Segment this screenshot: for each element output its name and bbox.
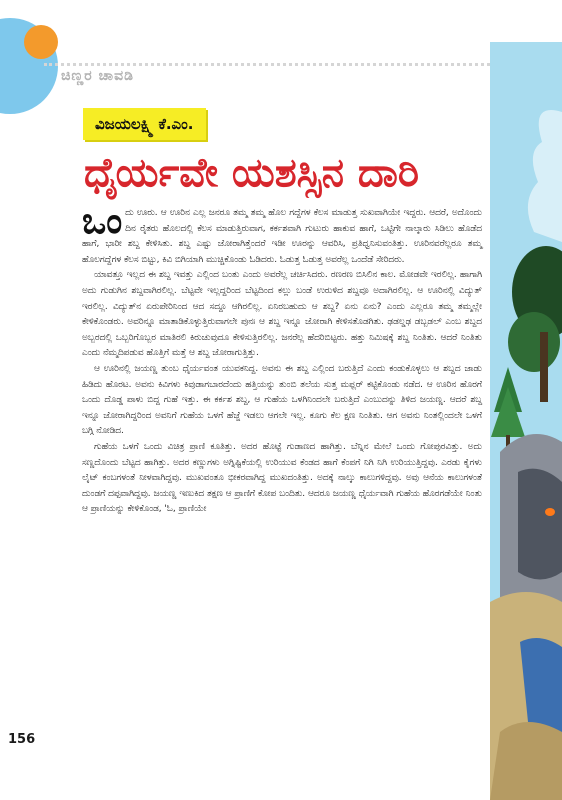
- page-number: 156: [8, 732, 36, 747]
- creature-eye-icon: [545, 508, 555, 516]
- paragraph-text: ದು ಊರು. ಆ ಊರಿನ ಎಲ್ಲ ಜನರೂ ತಮ್ಮ ತಮ್ಮ ಹೊಲ ಗದ್ದೆಗಳ ಕೆಲಸ ಮಾಡುತ್ತ ಸುಖವಾಗಿಯೇ ಇದ್ದರು. ಆದರೆ, ಅದೊಂದು ದಿನ ರೈತರು ಹೊಲದಲ್ಲಿ ಕೆಲಸ ಮಾಡುತ್ತಿರುವಾಗ, ಕರ್ಕಶವಾಗಿ ಗುಟುರು ಹಾಕುವ ಹಾಗೆ, ಒಟ್ಟಿಗೇ ನಾಲ್ಕಾರು ಸಿಡಿಲು ಹೊಡೆದ ಹಾಗೆ, ಭಾರೀ ಶಬ್ದ ಕೇಳಿಸಿತು. ಶಬ್ದ ಎಷ್ಟು ಜೋರಾಗಿತ್ತೆಂದರೆ ಇಡೀ ಊರನ್ನು ಆವರಿಸಿ, ಪ್ರತಿಧ್ವನಿಸುವಂತಿತ್ತು. ಊರಿನವರೆಲ್ಲರೂ ತಮ್ಮ ಹೊಲಗದ್ದೆಗಳ ಕೆಲಸ ಬಿಟ್ಟು, ಕಿವಿ ಬಿಗಿಯಾಗಿ ಮುಚ್ಚಿಕೊಂಡು ಓಡಿದರು. ಓಡುತ್ತ ಓಡುತ್ತ ಅವರೆಲ್ಲ ಒಂದೆಡೆ ಸೇರಿದರು.: [82, 208, 482, 265]
- author-label: ವಿಜಯಲಕ್ಷ್ಮಿ ಕೆ.ಎಂ.: [83, 108, 206, 140]
- foreground-rock: [490, 722, 562, 800]
- paragraph: [82, 201, 482, 268]
- section-label: ಚಿಣ್ಣರ ಚಾವಡಿ: [61, 68, 134, 84]
- corner-orange-blob: [24, 25, 58, 59]
- paragraph: ಗುಹೆಯ ಒಳಗೆ ಒಂದು ವಿಚಿತ್ರ ಪ್ರಾಣಿ ಕೂತಿತ್ತು. ಅದರ ಹೊಟ್ಟೆ ಗುಡಾಣದ ಹಾಗಿತ್ತು. ಬೆನ್ನಿನ ಮೇಲೆ ಒಂದು ಗೋಪುರವಿತ್ತು. ಅದು ಸಣ್ಣದೊಂದು ಬೆಟ್ಟದ ಹಾಗಿತ್ತು. ಅದರ ಕಣ್ಣುಗಳು ಅಗ್ನಿಷ್ಟಿಕೆಯಲ್ಲಿ ಉರಿಯುವ ಕೆಂಡದ ಹಾಗೆ ಕೆಂಪಗೆ ನಿಗಿ ನಿಗಿ ಉರಿಯುತ್ತಿದ್ದವು. ಎರಡು ಕೈಗಳು ಲೈಟ್ ಕಂಬಗಳಂತೆ ನೀಳವಾಗಿದ್ದವು. ಮುಖವಂತೂ ಭೀಕರವಾಗಿದ್ದ ಮುಖದಂತಿತ್ತು. ಅದಕ್ಕೆ ನಾಲ್ಕು ಕಾಲುಗಳಿದ್ದವು. ಅವು ಆನೆಯ ಕಾಲುಗಳಂತೆ ದುಂಡಗೆ ದಪ್ಪವಾಗಿದ್ದವು. ಜಯಣ್ಣ ಇಣುಕಿದ ತಕ್ಷಣ ಆ ಪ್ರಾಣಿಗೆ ಕೋಪ ಬಂದಿತು. ಆದರೂ ಜಯಣ್ಣ ಧೈರ್ಯವಾಗಿ ಗುಹೆಯ ಹೊರಗಡೆಯೇ ನಿಂತು ಆ ಪ್ರಾಣಿಯನ್ನು ಕೇಳಿಕೊಂಡ, 'ಓ, ಪ್ರಾಣಿಯೇ: [82, 441, 482, 515]
- tree-crown: [508, 312, 560, 372]
- paragraph: ಯಾವತ್ತೂ ಇಲ್ಲದ ಈ ಶಬ್ದ ಇವತ್ತು ಎಲ್ಲಿಂದ ಬಂತು ಎಂದು ಅವರೆಲ್ಲ ಚರ್ಚಿಸಿದರು. ರಣರಣ ಬಿಸಿಲಿನ ಕಾಲ. ಮೋಡವೇ ಇರಲಿಲ್ಲ. ಹಾಗಾಗಿ ಅದು ಗುಡುಗಿನ ಶಬ್ದವಾಗಿರಲಿಲ್ಲ. ಬೆಟ್ಟವೇ ಇಲ್ಲದ್ದರಿಂದ ಬೆಟ್ಟದಿಂದ ಕಲ್ಲು ಬಂಡೆ ಉರುಳಿದ ಶಬ್ದವೂ ಅದಾಗಿರಲಿಲ್ಲ. ಆ ಊರಿನಲ್ಲಿ ವಿದ್ಯುತ್ ಇರಲಿಲ್ಲ. ವಿದ್ಯುತ್‌ನ ಏರುಪೇರಿನಿಂದ ಆದ ಸದ್ದೂ ಆಗಿರಲಿಲ್ಲ. ಏನಿರಬಹುದು ಆ ಶಬ್ದ? ಏನು ಏನು? ಎಂದು ಎಲ್ಲರೂ ತಮ್ಮ ತಮ್ಮಲ್ಲೇ ಕೇಳಿಕೊಂಡರು. ಅವರಿನ್ನೂ ಮಾತಾಡಿಕೊಳ್ಳುತ್ತಿರುವಾಗಲೇ ಪುನಃ ಆ ಶಬ್ದ ಇನ್ನೂ ಜೋರಾಗಿ ಕೇಳಿಸತೊಡಗಿತು. ಢಡಲ್ಡಢ ಡಬ್ಬಡಲ್ ಎಂಬ ಶಬ್ದದ ಅಬ್ಬರದಲ್ಲಿ ಒಬ್ಬರಿಗೊಬ್ಬರ ಮಾತಿರಲಿ ಕಿರುಚುವುದೂ ಕೇಳಿಸುತ್ತಿರಲಿಲ್ಲ. ಜನರೆಲ್ಲ ಹೆದರಿಬಿಟ್ಟರು. ಹತ್ತು ನಿಮಿಷಕ್ಕೆ ಶಬ್ದ ನಿಂತಿತು. ಆದರೆ ನಿಂತಿತು ಎಂದು ನೆಮ್ಮದಿಪಡುವ ಹೊತ್ತಿಗೆ ಮತ್ತೆ ಆ ಶಬ್ದ ಜೋರಾಗುತ್ತಿತ್ತು.: [82, 270, 482, 359]
- story-title: ಧೈರ್ಯವೇ ಯಶಸ್ಸಿನ ದಾರಿ: [84, 150, 419, 196]
- tree-trunk: [540, 332, 548, 402]
- paragraph: ಆ ಊರಿನಲ್ಲಿ ಜಯಣ್ಣ ತುಂಬ ಧೈರ್ಯವಂತ ಯುವಕನಿದ್ದ. ಅವನು ಈ ಶಬ್ದ ಎಲ್ಲಿಂದ ಬರುತ್ತಿದೆ ಎಂದು ಕಂಡುಕೊಳ್ಳಲು ಆ ಶಬ್ದದ ಜಾಡು ಹಿಡಿದು ಹೊರಟ. ಅವನು ಕಿವಿಗಳು ಕಿವುಡಾಗಬಾರದೆಂದು ಹತ್ತಿಯನ್ನು ತುಂಬಿ ತಲೆಯ ಸುತ್ತ ಮಫ್ಲರ್ ಕಟ್ಟಿಕೊಂಡು ನಡೆದ. ಆ ಊರಿನ ಹೊರಗೆ ಒಂದು ದೊಡ್ಡ ಪಾಳು ಬಿದ್ದ ಗುಹೆ ಇತ್ತು. ಈ ಕರ್ಕಶ ಶಬ್ದ, ಆ ಗುಹೆಯ ಒಳಗಿನಿಂದಲೇ ಬರುತ್ತಿದೆ ಎಂಬುದನ್ನು ತಿಳಿದ ಜಯಣ್ಣ. ಆದರೆ ಶಬ್ದ ಇನ್ನೂ ಜೋರಾಗಿದ್ದರಿಂದ ಅವನಿಗೆ ಗುಹೆಯ ಒಳಗೆ ಹೆಜ್ಜೆ ಇಡಲು ಆಗಲೇ ಇಲ್ಲ. ಕೂಗು ಕೆಲ ಕ್ಷಣ ನಿಂತಿತು. ಆಗ ಅವನು ನಿಂತಲ್ಲಿಂದಲೇ ಒಳಗೆ ಬಗ್ಗಿ ನೋಡಿದ.: [82, 363, 482, 437]
- drop-cap: ಒಂ: [82, 201, 123, 242]
- story-body: [82, 201, 482, 518]
- header-dotted-rule: [44, 63, 514, 66]
- story-illustration: [490, 42, 562, 800]
- cave-mouth: [518, 469, 562, 580]
